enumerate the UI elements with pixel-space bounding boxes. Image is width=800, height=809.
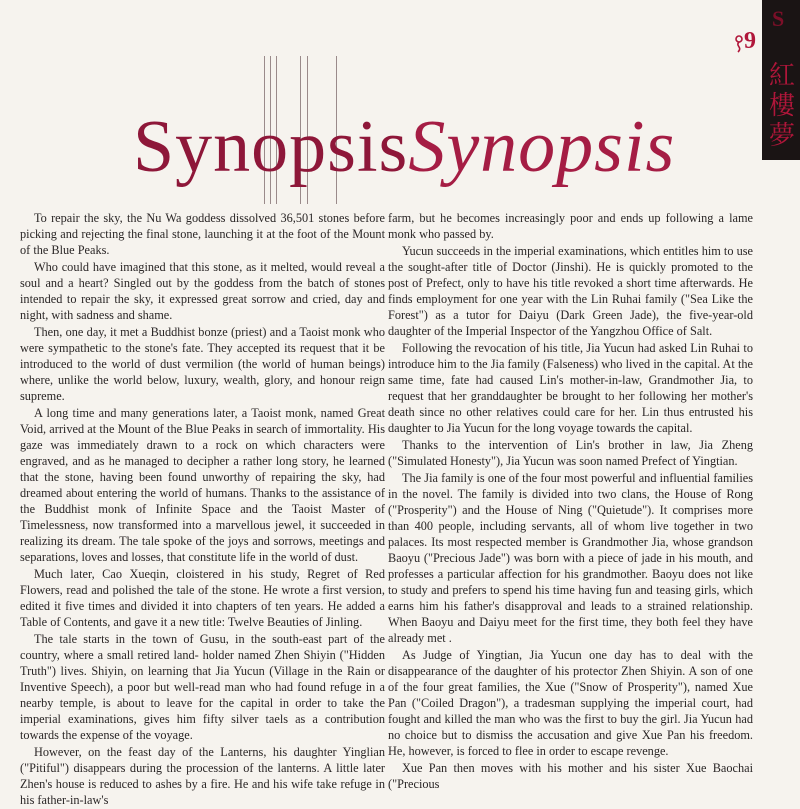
paragraph: Then, one day, it met a Buddhist bonze (priest) and a Taoist monk who were sympathetic to the stone's fate. They accepted its request that it be introduced to the world of dust vermilion (the world of human beings) where, unlike the world below, luxury, wealth, glory, and honour reign supreme. <box>20 325 385 403</box>
paragraph: Following the revocation of his title, Jia Yucun had asked Lin Ruhai to introduce him to the Jia family (Falseness) who lived in the capital. At the same time, fate had caused Lin's mother-in-law, Grandmother Jia, to request that her granddaughter be brought to her following her mother's death since no other relatives could care for her. Lin thus entrusted his daughter to Jia Yucun for the long voyage towards the capital. <box>388 341 753 435</box>
title-italic: Synopsis <box>408 106 676 188</box>
paragraph: Much later, Cao Xueqin, cloistered in his study, Regret of Red Flowers, read and polished the tale of the stone. He wrote a first version, edited it five times and divided it into chapters of ten years. He added a Table of Contents, and gave it a new title: Twelve Beauties of Jinling. <box>20 567 385 629</box>
side-tab-char-3: 夢 <box>768 121 795 150</box>
right-column <box>388 210 753 793</box>
paragraph: A long time and many generations later, a Taoist monk, named Great Void, arrived at the Mount of the Blue Peaks in search of immortality. His gaze was immediately drawn to a rock on which characters were engraved, and as he managed to decipher a rather long story, he learned that the stone, having been found unworthy of repairing the sky, had dreamed about entering the world of humans. Thanks to the assistance of the Buddhist monk of Infinite Space and the Taoist Master of Timelessness, now transformed into a marvellous jewel, it succeeded in realizing its dream. The tale spoke of the joys and sorrows, meetings and separations, loves and losses, that constitute life in the world of dust. <box>20 406 385 564</box>
side-tab-char-1: 紅 <box>768 61 795 90</box>
paragraph: Thanks to the intervention of Lin's brother in law, Jia Zheng ("Simulated Honesty"), Jia Yucun was soon named Prefect of Yingtian. <box>388 438 753 468</box>
paragraph: Yucun succeeds in the imperial examinations, which entitles him to use the sought-after title of Doctor (Jinshi). He is quickly promoted to the post of Prefect, only to have his title revoked a short time afterwards. He finds employment for one year with the Lin Ruhai family ("Sea Like the Forest") as a tutor for Daiyu (Dark Green Jade), the five-year-old daughter of the Imperial Inspector of the Yangzhou Office of Salt. <box>388 244 753 338</box>
paragraph: To repair the sky, the Nu Wa goddess dissolved 36,501 stones before picking and rejecting the final stone, launching it at the foot of the Mount of the Blue Peaks. <box>20 211 385 257</box>
side-tab-char-2: 樓 <box>768 91 795 120</box>
paragraph: The Jia family is one of the four most powerful and influential families in the novel. The family is divided into two clans, the House of Rong ("Prosperity") and the House of Ning ("Quietude"). It comprises more than 400 people, including servants, all of whom live together in two palaces. Its most respected member is Grandmother Jia, whose grandson Baoyu ("Precious Jade") was born with a piece of jade in his mouth, and professes a particular affection for his grandmother. Baoyu does not like to study and prefers to spend his time having fun and teasing girls, which earns him his father's disapproval and leads to a strained relationship. When Baoyu and Daiyu meet for the first time, they both feel they have already met . <box>388 471 753 645</box>
paragraph: Xue Pan then moves with his mother and his sister Xue Baochai ("Precious <box>388 761 753 791</box>
side-tab-letter: S <box>772 6 785 31</box>
side-tab <box>762 0 800 160</box>
title-roman: Synopsis <box>133 106 409 188</box>
left-column <box>20 210 385 809</box>
paragraph: However, on the feast day of the Lanterns, his daughter Yinglian ("Pitiful") disappears during the procession of the lanterns. A little later Zhen's house is reduced to ashes by a fire. He and his wife take refuge in his father-in-law's <box>20 745 385 807</box>
paragraph: Who could have imagined that this stone, as it melted, would reveal a soul and a heart? Singled out by the goddess from the batch of stones intended to repair the sky, it expressed great sorrow and cried, day and night, with sadness and shame. <box>20 260 385 322</box>
page-number: 9 <box>744 28 756 54</box>
paragraph: The tale starts in the town of Gusu, in the south-east part of the country, where a small retired land- holder named Zhen Shiyin ("Hidden Truth") lives. Shiyin, on learning that Jia Yucun (Village in the Rain or Inventive Speech), a poor but well-read man who had found refuge in a nearby temple, is about to leave for the capital in order to take the imperial examinations, gives him fifty silver taels as a contribution towards the expense of the voyage. <box>20 632 385 742</box>
page-title <box>133 104 675 190</box>
paragraph: As Judge of Yingtian, Jia Yucun one day has to deal with the disappearance of the daughter of his protector Zhen Shiyin. A son of one of the four great families, the Xue ("Snow of Prosperity"), named Xue Pan ("Coiled Dragon"), a tradesman supplying the imperial court, had fought and killed the man who was the first to buy the girl. Jia Yucun had no choice but to dismiss the accusation and give Xue Pan his freedom. He, however, is forced to flee in order to escape revenge. <box>388 648 753 758</box>
page-number-area <box>732 28 770 58</box>
paragraph: farm, but he becomes increasingly poor and ends up following a lame monk who passed by. <box>388 211 753 241</box>
